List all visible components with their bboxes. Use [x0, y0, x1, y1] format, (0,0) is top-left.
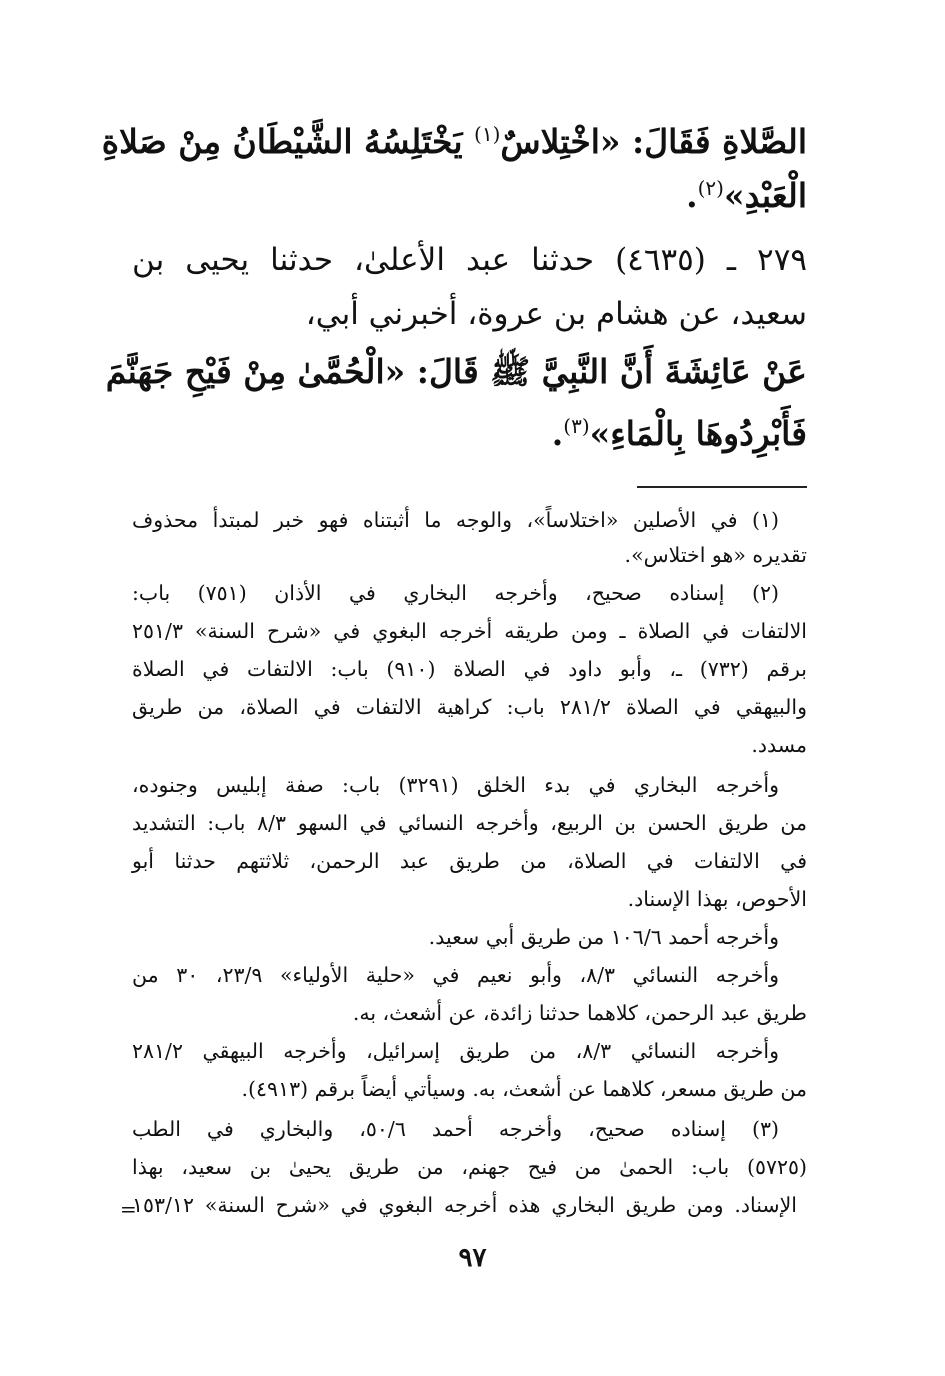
footnote-line: برقم (٧٣٢) ـ، وأبو داود في الصلاة (٩١٠) باب: الالتفات في الصلاة — [132, 657, 807, 681]
footnote-line: طريق عبد الرحمن، كلاهما حدثنا زائدة، عن أشعث، به. — [352, 1001, 807, 1025]
footnote-line: تقديره «هو اختلاس». — [624, 543, 807, 567]
footnote-line: من طريق الحسن بن الربيع، وأخرجه النسائي في السهو ٨/٣ باب: التشديد — [132, 811, 807, 835]
footnote-line: وأخرجه النسائي ٨/٣، من طريق إسرائيل، وأخرجه البيهقي ٢٨١/٢ — [132, 1039, 779, 1063]
footnote-line: وأخرجه أحمد ١٠٦/٦ من طريق أبي سعيد. — [428, 925, 779, 949]
page-number: ٩٧ — [458, 1243, 487, 1273]
footnote-ref-3: (٣) — [563, 414, 590, 438]
main-text-line-1: الصَّلاةِ فَقَالَ: «اخْتِلاسٌ$^{(١)}$ يَخْتَلِسُهُ الشَّيْطَانُ مِنْ صَلاةِ — [101, 122, 807, 161]
footnote-line: (١) في الأصلين «اختلاساً»، والوجه ما أثبتناه فهو خبر لمبتدأ محذوف — [132, 508, 779, 532]
footnote-divider — [637, 486, 807, 488]
main-text-line-2: الْعَبْدِ»$^{(٢)}$. — [686, 176, 807, 215]
continuation-mark: = — [120, 1197, 137, 1221]
isnad-line: سعيد، عن هشام بن عروة، أخبرني أبي، — [305, 296, 807, 332]
footnote-line: (٢) إسناده صحيح، وأخرجه البخاري في الأذان (٧٥١) باب: — [132, 581, 780, 605]
matn-line-2: فَأَبْرِدُوهَا بِالْمَاءِ»$^{(٣)}$. — [551, 414, 807, 453]
footnote-ref-2: (٢) — [697, 176, 724, 200]
footnote-line: من طريق مسعر، كلاهما عن أشعث، به. وسيأتي أيضاً برقم (٤٩١٣). — [241, 1077, 807, 1101]
footnote-line: في الالتفات في الصلاة، من طريق عبد الرحمن، ثلاثتهم حدثنا أبو — [132, 849, 807, 873]
hadith-number-line: ٢٧٩ ـ (٤٦٣٥) حدثنا عبد الأعلىٰ، حدثنا يحيى بن — [132, 242, 807, 278]
footnote-line: مسدد. — [751, 733, 807, 757]
footnote-line: الإسناد. ومن طريق البخاري هذه أخرجه البغوي في «شرح السنة» ١٥٣/١٢ — [132, 1193, 797, 1217]
footnote-line: والبيهقي في الصلاة ٢٨١/٢ باب: كراهية الالتفات في الصلاة، من طريق — [132, 695, 808, 719]
footnote-ref-1: (١) — [474, 122, 501, 146]
footnote-line: (٣) إسناده صحيح، وأخرجه أحمد ٥٠/٦، والبخاري في الطب — [132, 1117, 779, 1141]
footnote-line: وأخرجه البخاري في بدء الخلق (٣٢٩١) باب: صفة إبليس وجنوده، — [132, 773, 779, 797]
footnote-line: الأحوص، بهذا الإسناد. — [627, 887, 807, 911]
footnote-line: (٥٧٢٥) باب: الحمىٰ من فيح جهنم، من طريق يحيىٰ بن سعيد، بهذا — [132, 1155, 807, 1179]
footnote-line: الالتفات في الصلاة ـ ومن طريقه أخرجه البغوي في «شرح السنة» ٢٥١/٣ — [132, 619, 807, 643]
matn-line-1: عَنْ عَائِشَةَ أَنَّ النَّبِيَّ ﷺ قَالَ: «الْحُمَّىٰ مِنْ فَيْحِ جَهَنَّمَ — [105, 352, 807, 391]
footnote-line: وأخرجه النسائي ٨/٣، وأبو نعيم في «حلية الأولياء» ٢٣/٩، ٣٠ من — [132, 963, 779, 987]
